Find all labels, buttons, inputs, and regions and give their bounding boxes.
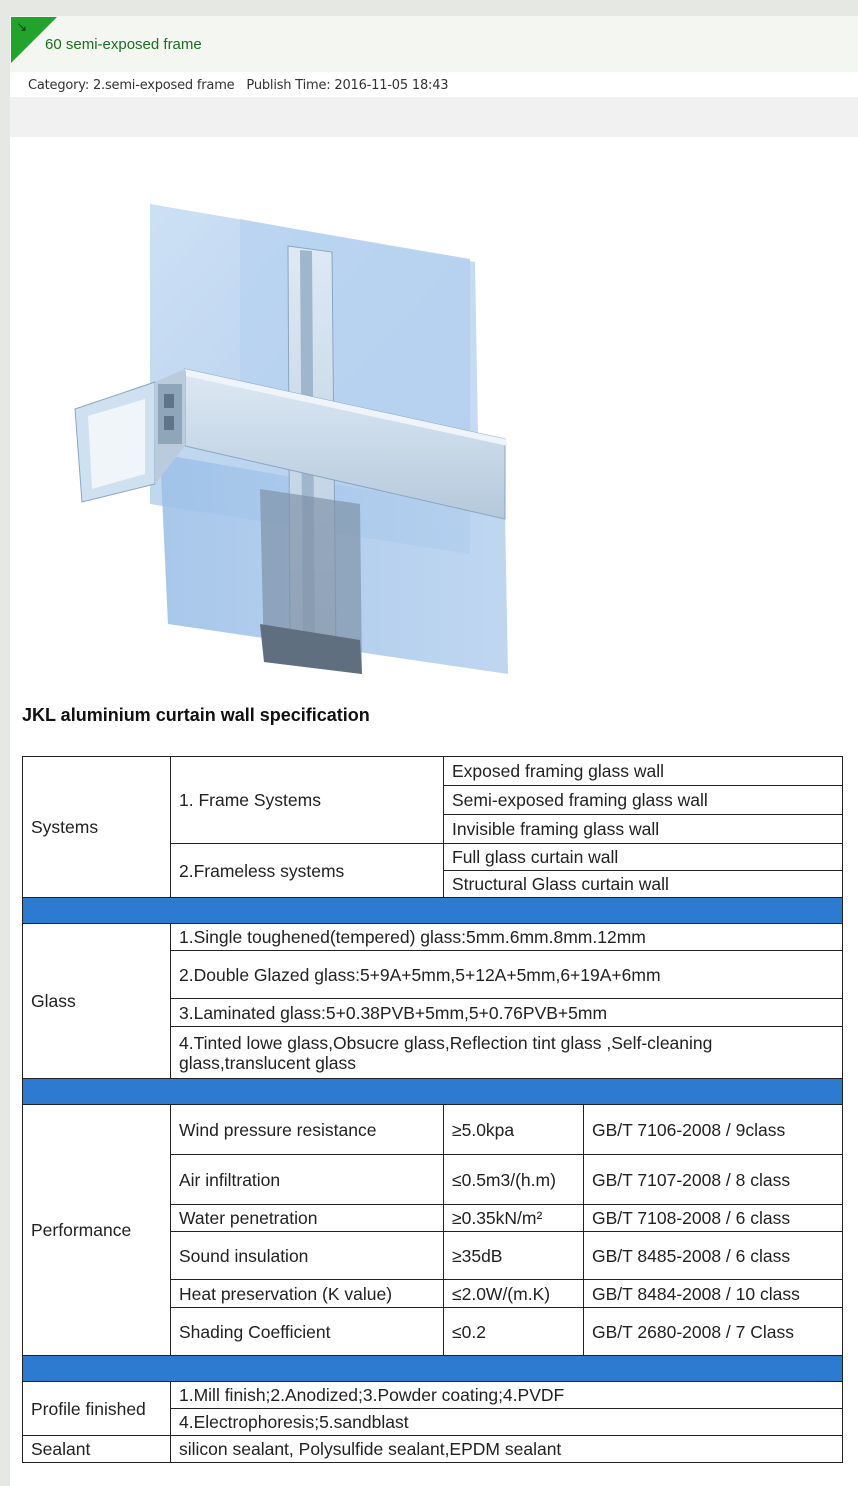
spec-table (22, 756, 843, 1463)
frame-item: Invisible framing glass wall (444, 815, 843, 844)
title-bar (10, 16, 858, 72)
glass-item: 3.Laminated glass:5+0.38PVB+5mm,5+0.76PVB+5mm (171, 999, 843, 1027)
article-card (10, 16, 858, 1486)
performance-standard: GB/T 2680-2008 / 7 Class (584, 1308, 843, 1356)
section-separator (23, 1079, 843, 1105)
section-separator (23, 1356, 843, 1382)
pin-arrow-icon: → (12, 18, 31, 37)
frameless-item: Structural Glass curtain wall (444, 871, 843, 898)
glass-item: 1.Single toughened(tempered) glass:5mm.6mm.8mm.12mm (171, 924, 843, 951)
glass-item: 2.Double Glazed glass:5+9A+5mm,5+12A+5mm,6+19A+6mm (171, 951, 843, 999)
publish-time: Publish Time: 2016-11-05 18:43 (246, 78, 449, 93)
profile-label: Profile finished (23, 1382, 171, 1436)
performance-name: Wind pressure resistance (171, 1105, 444, 1155)
table-row (23, 1382, 843, 1409)
profile-item: 4.Electrophoresis;5.sandblast (171, 1409, 843, 1436)
performance-label: Performance (23, 1105, 171, 1356)
performance-value: ≤0.5m3/(h.m) (444, 1155, 584, 1205)
performance-standard: GB/T 7106-2008 / 9class (584, 1105, 843, 1155)
performance-name: Air infiltration (171, 1155, 444, 1205)
systems-label: Systems (23, 757, 171, 898)
performance-name: Sound insulation (171, 1232, 444, 1280)
performance-name: Heat preservation (K value) (171, 1280, 444, 1308)
performance-value: ≥0.35kN/m² (444, 1205, 584, 1232)
sealant-label: Sealant (23, 1436, 171, 1463)
frame-item: Exposed framing glass wall (444, 757, 843, 786)
performance-name: Water penetration (171, 1205, 444, 1232)
glass-item: 4.Tinted lowe glass,Obsucre glass,Reflection tint glass ,Self-cleaning glass,translucent glass (171, 1027, 843, 1079)
curtain-wall-product-image (60, 184, 540, 684)
table-row (23, 1436, 843, 1463)
sealant-value: silicon sealant, Polysulfide sealant,EPDM sealant (171, 1436, 843, 1463)
performance-value: ≥5.0kpa (444, 1105, 584, 1155)
section-separator (23, 898, 843, 924)
frameless-systems-label: 2.Frameless systems (171, 844, 444, 898)
performance-value: ≤0.2 (444, 1308, 584, 1356)
performance-standard: GB/T 8485-2008 / 6 class (584, 1232, 843, 1280)
performance-standard: GB/T 7107-2008 / 8 class (584, 1155, 843, 1205)
performance-value: ≤2.0W/(m.K) (444, 1280, 584, 1308)
article-meta (28, 78, 456, 93)
spec-title: JKL aluminium curtain wall specification (22, 705, 370, 725)
table-row (23, 1105, 843, 1155)
frame-item: Semi-exposed framing glass wall (444, 786, 843, 815)
glass-label: Glass (23, 924, 171, 1079)
performance-standard: GB/T 8484-2008 / 10 class (584, 1280, 843, 1308)
page-title[interactable]: 60 semi-exposed frame (45, 36, 202, 53)
frameless-item: Full glass curtain wall (444, 844, 843, 871)
table-row (23, 924, 843, 951)
frame-systems-label: 1. Frame Systems (171, 757, 444, 844)
performance-name: Shading Coefficient (171, 1308, 444, 1356)
performance-value: ≥35dB (444, 1232, 584, 1280)
table-row (23, 757, 843, 786)
divider-band (10, 97, 858, 137)
category-label[interactable]: Category: 2.semi-exposed frame (28, 78, 235, 93)
profile-item: 1.Mill finish;2.Anodized;3.Powder coating;4.PVDF (171, 1382, 843, 1409)
performance-standard: GB/T 7108-2008 / 6 class (584, 1205, 843, 1232)
